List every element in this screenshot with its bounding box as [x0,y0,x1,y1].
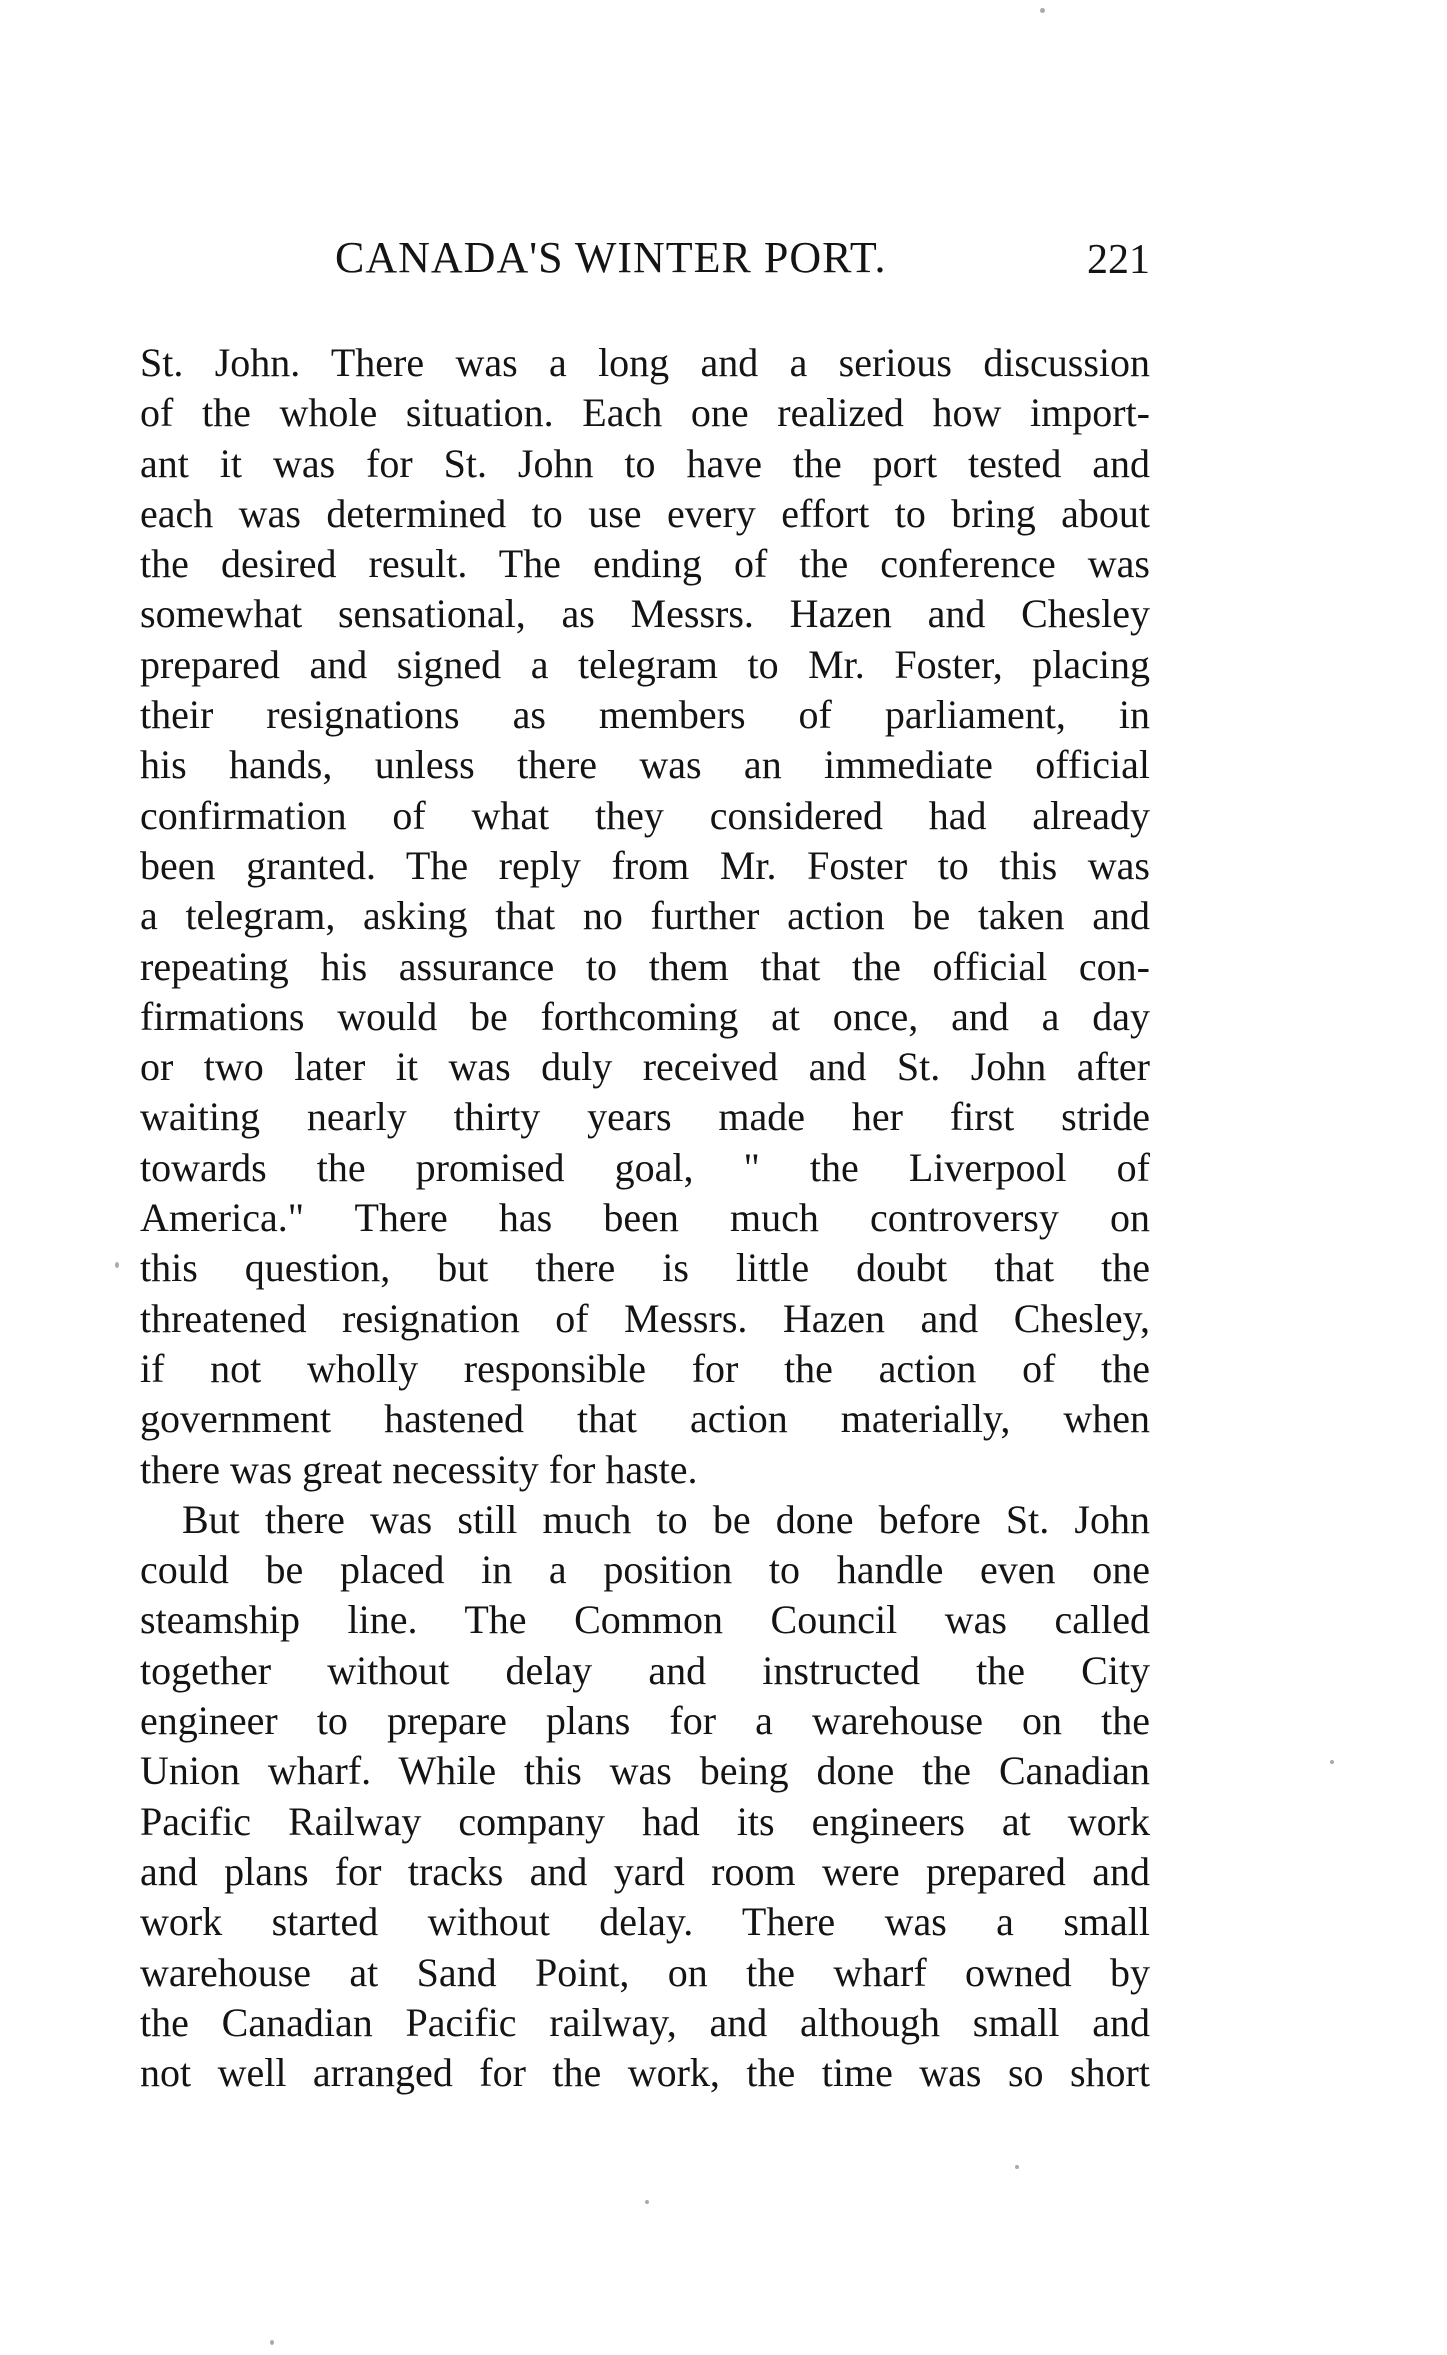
page-number: 221 [1087,237,1150,283]
text-line: his hands, unless there was an immediate official [140,742,1150,788]
text-line: warehouse at Sand Point, on the wharf owned by [140,1949,1150,1995]
text-line: the Canadian Pacific railway, and although small and [140,1999,1150,2045]
text-line: engineer to prepare plans for a warehouse on the [140,1698,1150,1744]
text-line: and plans for tracks and yard room were prepared and [140,1848,1150,1894]
text-line: if not wholly responsible for the action of the [140,1345,1150,1391]
text-line: there was great necessity for haste. [140,1446,698,1492]
text-line: together without delay and instructed the City [140,1647,1150,1693]
text-line: could be placed in a position to handle even one [140,1547,1150,1593]
print-speck [1040,8,1045,13]
print-speck [1330,1760,1334,1764]
text-line: Pacific Railway company had its engineers at work [140,1798,1150,1844]
text-line: firmations would be forthcoming at once, and a day [140,993,1150,1039]
text-line: government hastened that action materially, when [140,1396,1150,1442]
running-head [140,232,1150,292]
text-line: their resignations as members of parliament, in [140,692,1150,738]
text-line: somewhat sensational, as Messrs. Hazen and Chesley [140,591,1150,637]
print-speck [645,2200,649,2204]
print-speck [115,1262,119,1268]
paragraph-2 [140,1495,1150,2099]
text-line: America." There has been much controversy on [140,1195,1150,1241]
text-line: repeating his assurance to them that the official con- [140,943,1150,989]
text-line: a telegram, asking that no further action be taken and [140,893,1150,939]
text-line: towards the promised goal, " the Liverpool of [140,1144,1150,1190]
text-line: prepared and signed a telegram to Mr. Foster, placing [140,641,1150,687]
text-line: Union wharf. While this was being done the Canadian [140,1748,1150,1794]
print-speck [270,2340,274,2345]
text-line: not well arranged for the work, the time was so short [140,2050,1150,2096]
running-title: CANADA'S WINTER PORT. [335,233,887,282]
paragraph-1 [140,338,1150,1495]
text-line: St. John. There was a long and a serious discussion [140,340,1150,385]
body-text [140,338,1150,2098]
text-line: confirmation of what they considered had already [140,792,1150,838]
text-line: work started without delay. There was a small [140,1899,1150,1945]
print-speck [1015,2165,1019,2169]
text-line: ant it was for St. John to have the port tested and [140,440,1150,486]
text-line: or two later it was duly received and St. John after [140,1044,1150,1090]
text-line: each was determined to use every effort to bring about [140,490,1150,536]
text-line: waiting nearly thirty years made her first stride [140,1094,1150,1140]
text-line: the desired result. The ending of the conference was [140,541,1150,587]
text-line: this question, but there is little doubt that the [140,1245,1150,1291]
text-line: But there was still much to be done before St. John [182,1496,1150,1542]
text-line: threatened resignation of Messrs. Hazen and Chesley, [140,1295,1150,1341]
text-line: of the whole situation. Each one realized how import- [140,390,1150,436]
text-line: steamship line. The Common Council was called [140,1597,1150,1643]
text-line: been granted. The reply from Mr. Foster to this was [140,842,1150,888]
